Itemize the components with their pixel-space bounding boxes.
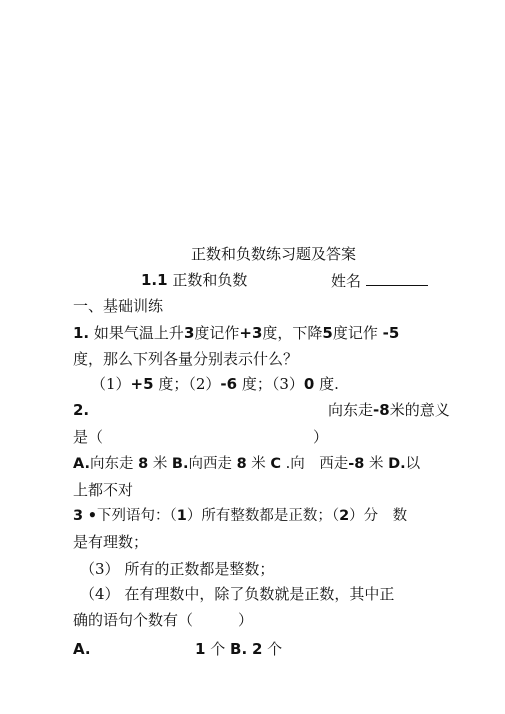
option-text: 向西走 xyxy=(188,456,232,472)
option-value: -8 xyxy=(348,456,365,472)
q1-part-label: （1） xyxy=(91,375,131,393)
q1-value: -5 xyxy=(382,324,400,342)
answer-letter: A. xyxy=(73,640,91,658)
part-heading xyxy=(73,297,163,315)
q3-statement-4 xyxy=(80,585,394,603)
q3-answers xyxy=(195,640,282,658)
q3-line-2 xyxy=(73,533,148,551)
q3-bullet: • xyxy=(87,507,97,524)
q2-text: 米的意义 xyxy=(389,401,450,419)
answer-value: 1 xyxy=(195,640,206,658)
q3-value: 2 xyxy=(339,508,350,524)
answer-value: 2 xyxy=(251,640,263,658)
q3-line-5-text: 确的语句个数有（ ） xyxy=(73,611,254,629)
q3-text: ）所有整数都是正数；（ xyxy=(186,508,340,524)
answer-unit: 个 xyxy=(210,640,226,658)
q1-subparts xyxy=(91,375,339,393)
q3-line-1 xyxy=(73,507,407,525)
q2-line-4 xyxy=(73,481,133,499)
q3-text: ）分 数 xyxy=(349,508,408,524)
q2-number-text: 2. xyxy=(73,401,90,419)
option-unit: 米 xyxy=(152,456,168,472)
option-value: 8 xyxy=(236,456,247,472)
q1-part-value: 0 xyxy=(303,375,315,393)
q1-part-label: （3） xyxy=(271,375,304,393)
q1-part-unit: 度. xyxy=(319,375,339,393)
section-number: 1.1 xyxy=(141,271,168,289)
q1-line-1 xyxy=(73,324,399,342)
doc-title xyxy=(191,245,356,263)
doc-title-text: 正数和负数练习题及答案 xyxy=(191,245,357,263)
q1-part-value: -6 xyxy=(220,375,238,393)
q2-line-2-text: 是（ ） xyxy=(73,428,329,446)
q3-statement-3 xyxy=(80,560,274,578)
q1-part-value: +5 xyxy=(130,375,154,393)
option-letter: A. xyxy=(73,456,90,472)
section-heading xyxy=(141,271,247,289)
section-name: 正数和负数 xyxy=(172,271,248,289)
part-heading-text: 一、基础训练 xyxy=(73,297,164,315)
q3-number: 3 xyxy=(73,508,84,524)
option-unit: 米 xyxy=(251,456,266,472)
q3-line-2-text: 是有理数； xyxy=(73,533,149,551)
q3-statement-text: 在有理数中，除了负数就是正数，其中正 xyxy=(124,585,395,603)
q2-number xyxy=(73,401,89,419)
q2-line-2 xyxy=(73,428,328,446)
q1-text: 如果气温上升 xyxy=(93,324,184,342)
q3-statement-label: （3） xyxy=(80,560,120,578)
q2-stem xyxy=(328,401,450,419)
option-letter: C xyxy=(270,456,282,472)
q3-statement-text: 所有的正数都是整数； xyxy=(124,560,275,578)
answer-letter: B. xyxy=(230,640,248,658)
q1-value: +3 xyxy=(239,324,263,342)
option-text: 以 xyxy=(405,456,421,472)
name-field xyxy=(331,271,428,290)
option-value: 8 xyxy=(138,456,149,472)
q2-value: -8 xyxy=(373,401,390,419)
option-letter: D. xyxy=(388,456,406,472)
q2-options xyxy=(73,455,420,473)
q2-text: 向东走 xyxy=(328,401,374,419)
q2-line-4-text: 上都不对 xyxy=(73,481,134,499)
q1-part-label: （2） xyxy=(188,375,221,393)
q3-statement-label: （4） xyxy=(80,585,120,603)
option-unit: 米 xyxy=(369,456,384,472)
q1-text: 度记作 xyxy=(194,324,240,342)
q1-line-2-text: 度，那么下列各量分别表示什么？ xyxy=(73,350,299,368)
q1-value: 3 xyxy=(183,324,195,342)
q3-answer-a xyxy=(73,640,91,658)
q3-text: 下列语句：（ xyxy=(96,508,177,524)
q1-text: 度，下降 xyxy=(262,324,323,342)
q1-line-2 xyxy=(73,350,298,368)
option-letter: B. xyxy=(171,456,189,472)
q1-part-unit: 度； xyxy=(158,375,189,393)
q1-part-unit: 度； xyxy=(241,375,272,393)
q1-number: 1. xyxy=(73,324,90,342)
q3-line-5 xyxy=(73,611,253,629)
answer-unit: 个 xyxy=(267,640,283,658)
q1-text: 度记作 xyxy=(332,324,378,342)
name-blank xyxy=(366,271,428,286)
option-text: .向 西走 xyxy=(285,456,349,472)
name-label: 姓名 xyxy=(331,272,362,290)
q3-value: 1 xyxy=(176,508,187,524)
q1-value: 5 xyxy=(322,324,333,342)
option-text: 向东走 xyxy=(90,456,134,472)
